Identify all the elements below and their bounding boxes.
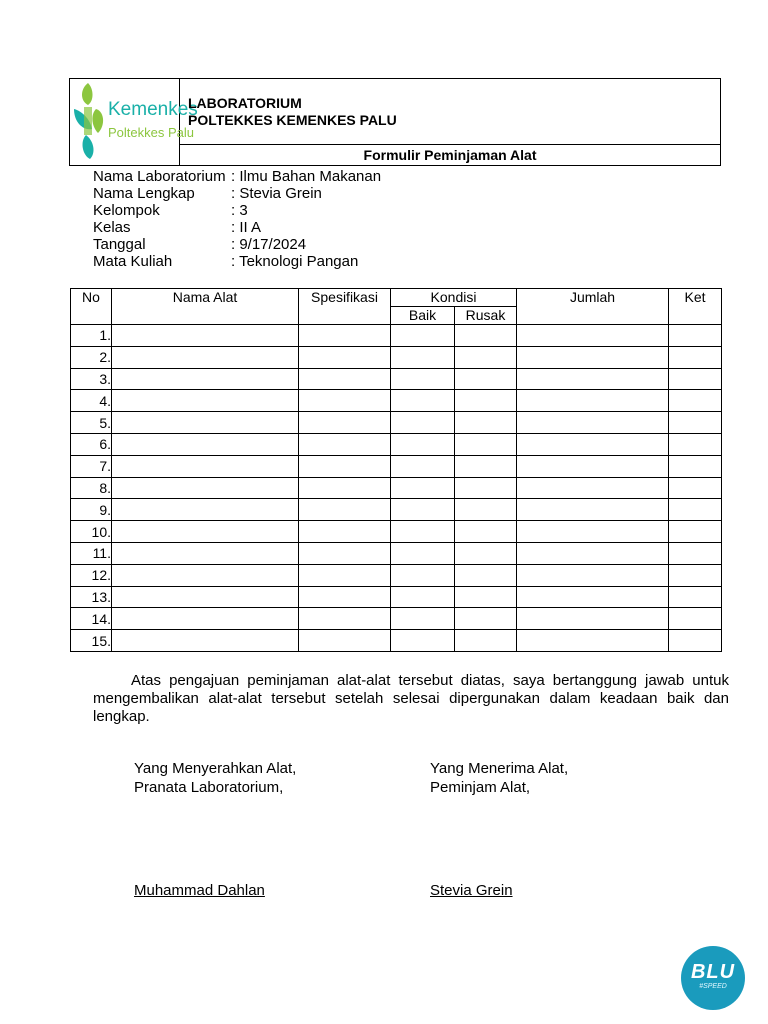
cell-jumlah bbox=[517, 564, 669, 586]
cell-jumlah bbox=[517, 499, 669, 521]
cell-no: 1. bbox=[71, 325, 112, 347]
cell-baik bbox=[391, 325, 455, 347]
cell-rusak bbox=[455, 608, 517, 630]
col-header-kondisi: Kondisi bbox=[391, 289, 517, 307]
cell-jumlah bbox=[517, 390, 669, 412]
cell-jumlah bbox=[517, 412, 669, 434]
table-row bbox=[71, 325, 722, 347]
cell-baik bbox=[391, 433, 455, 455]
cell-spesifikasi bbox=[299, 630, 391, 652]
cell-baik bbox=[391, 477, 455, 499]
cell-ket bbox=[669, 521, 722, 543]
cell-spesifikasi bbox=[299, 390, 391, 412]
cell-rusak bbox=[455, 368, 517, 390]
cell-baik bbox=[391, 630, 455, 652]
cell-ket bbox=[669, 586, 722, 608]
signature-right-role: Peminjam Alat, bbox=[430, 779, 531, 796]
table-row bbox=[71, 455, 722, 477]
cell-spesifikasi bbox=[299, 325, 391, 347]
cell-rusak bbox=[455, 521, 517, 543]
table-row bbox=[71, 564, 722, 586]
info-label: Kelompok bbox=[93, 202, 160, 219]
logo-subtext: Poltekkes Palu bbox=[108, 125, 194, 140]
table-row bbox=[71, 608, 722, 630]
table-row bbox=[71, 368, 722, 390]
cell-spesifikasi bbox=[299, 564, 391, 586]
col-header-jumlah: Jumlah bbox=[517, 289, 669, 325]
form-title: Formulir Peminjaman Alat bbox=[363, 147, 537, 163]
logo-text: Kemenkes bbox=[108, 99, 198, 120]
cell-jumlah bbox=[517, 477, 669, 499]
cell-jumlah bbox=[517, 521, 669, 543]
cell-ket bbox=[669, 346, 722, 368]
lab-title: LABORATORIUM bbox=[188, 95, 302, 111]
cell-jumlah bbox=[517, 608, 669, 630]
cell-rusak bbox=[455, 586, 517, 608]
cell-ket bbox=[669, 477, 722, 499]
signature-right-title: Yang Menerima Alat, bbox=[430, 760, 569, 777]
cell-spesifikasi bbox=[299, 477, 391, 499]
info-label: Kelas bbox=[93, 219, 131, 236]
cell-no: 15. bbox=[71, 630, 112, 652]
cell-no: 10. bbox=[71, 521, 112, 543]
col-header-rusak: Rusak bbox=[455, 307, 517, 325]
cell-rusak bbox=[455, 325, 517, 347]
cell-ket bbox=[669, 325, 722, 347]
cell-nama-alat bbox=[112, 477, 299, 499]
cell-nama-alat bbox=[112, 390, 299, 412]
cell-rusak bbox=[455, 412, 517, 434]
info-label: Nama Lengkap bbox=[93, 185, 195, 202]
logo-cell bbox=[70, 79, 198, 165]
info-value: : 9/17/2024 bbox=[231, 236, 307, 253]
table-body bbox=[71, 325, 722, 652]
table-row bbox=[71, 499, 722, 521]
cell-no: 6. bbox=[71, 433, 112, 455]
institution-name: POLTEKKES KEMENKES PALU bbox=[188, 112, 397, 128]
col-header-spesifikasi: Spesifikasi bbox=[299, 289, 391, 325]
cell-ket bbox=[669, 542, 722, 564]
col-header-baik: Baik bbox=[391, 307, 455, 325]
cell-jumlah bbox=[517, 630, 669, 652]
cell-baik bbox=[391, 499, 455, 521]
cell-spesifikasi bbox=[299, 499, 391, 521]
cell-jumlah bbox=[517, 346, 669, 368]
cell-baik bbox=[391, 390, 455, 412]
cell-rusak bbox=[455, 390, 517, 412]
cell-no: 14. bbox=[71, 608, 112, 630]
info-value: : Stevia Grein bbox=[231, 185, 322, 202]
cell-spesifikasi bbox=[299, 521, 391, 543]
cell-nama-alat bbox=[112, 455, 299, 477]
table-row bbox=[71, 433, 722, 455]
cell-spesifikasi bbox=[299, 412, 391, 434]
cell-no: 2. bbox=[71, 346, 112, 368]
cell-ket bbox=[669, 608, 722, 630]
cell-no: 3. bbox=[71, 368, 112, 390]
info-value: : II A bbox=[231, 219, 262, 236]
cell-jumlah bbox=[517, 542, 669, 564]
cell-jumlah bbox=[517, 455, 669, 477]
signature-left-role: Pranata Laboratorium, bbox=[134, 779, 284, 796]
col-header-nama-alat: Nama Alat bbox=[112, 289, 299, 325]
cell-baik bbox=[391, 455, 455, 477]
cell-jumlah bbox=[517, 586, 669, 608]
cell-baik bbox=[391, 346, 455, 368]
table-row bbox=[71, 477, 722, 499]
cell-spesifikasi bbox=[299, 455, 391, 477]
cell-rusak bbox=[455, 564, 517, 586]
signature-left-title: Yang Menyerahkan Alat, bbox=[134, 760, 297, 777]
table-row bbox=[71, 390, 722, 412]
statement-text: Atas pengajuan peminjaman alat-alat tersebut diatas, saya bertanggung jawab untuk mengembalikan alat-alat tersebut setelah selesai dipergunakan dalam keadaan baik dan lengkap. bbox=[93, 672, 729, 725]
blu-speed-badge bbox=[681, 946, 745, 1010]
signature-right-name: Stevia Grein bbox=[430, 882, 513, 899]
cell-jumlah bbox=[517, 433, 669, 455]
badge-sub-text: #SPEED bbox=[699, 983, 727, 990]
cell-nama-alat bbox=[112, 630, 299, 652]
cell-no: 12. bbox=[71, 564, 112, 586]
table-row bbox=[71, 586, 722, 608]
cell-baik bbox=[391, 521, 455, 543]
table-row bbox=[71, 521, 722, 543]
cell-spesifikasi bbox=[299, 368, 391, 390]
responsibility-statement bbox=[93, 672, 729, 726]
col-header-ket: Ket bbox=[669, 289, 722, 325]
cell-ket bbox=[669, 433, 722, 455]
kemenkes-logo bbox=[70, 79, 198, 163]
cell-no: 9. bbox=[71, 499, 112, 521]
cell-no: 8. bbox=[71, 477, 112, 499]
cell-baik bbox=[391, 412, 455, 434]
cell-nama-alat bbox=[112, 412, 299, 434]
cell-rusak bbox=[455, 477, 517, 499]
cell-nama-alat bbox=[112, 542, 299, 564]
cell-ket bbox=[669, 390, 722, 412]
cell-baik bbox=[391, 542, 455, 564]
cell-nama-alat bbox=[112, 521, 299, 543]
cell-jumlah bbox=[517, 368, 669, 390]
info-value: : Ilmu Bahan Makanan bbox=[231, 168, 382, 185]
kemenkes-emblem-icon bbox=[74, 83, 103, 159]
cell-jumlah bbox=[517, 325, 669, 347]
signature-left-name: Muhammad Dahlan bbox=[134, 882, 265, 899]
cell-rusak bbox=[455, 542, 517, 564]
info-label: Tanggal bbox=[93, 236, 146, 253]
title-cell bbox=[180, 79, 720, 145]
cell-nama-alat bbox=[112, 368, 299, 390]
cell-rusak bbox=[455, 499, 517, 521]
cell-nama-alat bbox=[112, 564, 299, 586]
cell-ket bbox=[669, 412, 722, 434]
cell-ket bbox=[669, 630, 722, 652]
form-header bbox=[69, 78, 721, 166]
cell-spesifikasi bbox=[299, 433, 391, 455]
cell-nama-alat bbox=[112, 499, 299, 521]
info-value: : 3 bbox=[231, 202, 248, 219]
cell-baik bbox=[391, 564, 455, 586]
info-value: : Teknologi Pangan bbox=[231, 253, 359, 270]
cell-no: 7. bbox=[71, 455, 112, 477]
cell-ket bbox=[669, 455, 722, 477]
cell-baik bbox=[391, 586, 455, 608]
cell-nama-alat bbox=[112, 346, 299, 368]
info-label: Nama Laboratorium bbox=[93, 168, 226, 185]
table-row bbox=[71, 542, 722, 564]
cell-nama-alat bbox=[112, 325, 299, 347]
cell-no: 5. bbox=[71, 412, 112, 434]
cell-baik bbox=[391, 368, 455, 390]
cell-spesifikasi bbox=[299, 608, 391, 630]
cell-rusak bbox=[455, 346, 517, 368]
col-header-no: No bbox=[71, 289, 112, 325]
cell-rusak bbox=[455, 630, 517, 652]
equipment-table bbox=[70, 288, 722, 652]
cell-nama-alat bbox=[112, 433, 299, 455]
badge-main-text: BLU bbox=[690, 961, 736, 983]
cell-rusak bbox=[455, 433, 517, 455]
cell-rusak bbox=[455, 455, 517, 477]
cell-no: 11. bbox=[71, 542, 112, 564]
table-row bbox=[71, 346, 722, 368]
cell-ket bbox=[669, 499, 722, 521]
table-row bbox=[71, 630, 722, 652]
info-label: Mata Kuliah bbox=[93, 253, 173, 270]
cell-spesifikasi bbox=[299, 586, 391, 608]
cell-no: 13. bbox=[71, 586, 112, 608]
cell-nama-alat bbox=[112, 608, 299, 630]
cell-spesifikasi bbox=[299, 542, 391, 564]
cell-nama-alat bbox=[112, 586, 299, 608]
cell-no: 4. bbox=[71, 390, 112, 412]
cell-spesifikasi bbox=[299, 346, 391, 368]
table-row bbox=[71, 412, 722, 434]
cell-baik bbox=[391, 608, 455, 630]
cell-ket bbox=[669, 564, 722, 586]
cell-ket bbox=[669, 368, 722, 390]
